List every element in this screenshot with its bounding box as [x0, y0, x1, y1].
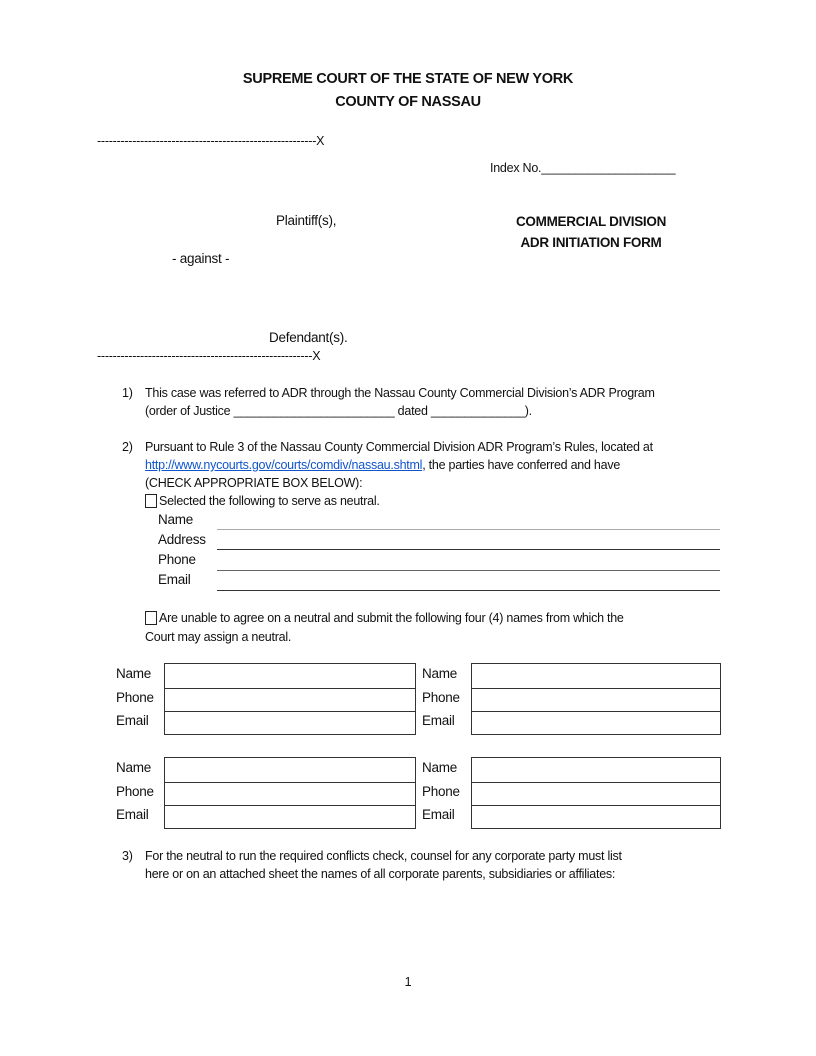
candidate-4-table — [471, 757, 721, 829]
candidate-4-name-field[interactable] — [472, 758, 720, 782]
item-3-text: For the neutral to run the required conflicts check, counsel for any corporate party must list — [145, 849, 622, 863]
candidate-3-phone-label: Phone — [116, 783, 154, 799]
against-label: - against - — [172, 251, 230, 266]
item-1-text: This case was referred to ADR through the Nassau County Commercial Division’s ADR Program — [145, 386, 655, 400]
candidate-4-name-label: Name — [422, 760, 458, 775]
candidate-2-email-label: Email — [422, 713, 455, 729]
form-title-2: ADR INITIATION FORM — [520, 235, 662, 250]
candidate-4-phone-field[interactable] — [472, 782, 720, 807]
candidate-3-phone-field[interactable] — [165, 782, 415, 807]
neutral-phone-label: Phone — [158, 552, 196, 567]
page-number: 1 — [404, 975, 412, 989]
candidate-2-table — [471, 663, 721, 735]
neutral-email-field[interactable] — [217, 590, 720, 591]
candidate-3-email-field[interactable] — [165, 805, 415, 830]
item-3-text-line2: here or on an attached sheet the names of all corporate parents, subsidiaries or affiliates: — [145, 867, 616, 881]
candidate-3-email-label: Email — [116, 807, 149, 823]
item-2-number: 2) — [122, 440, 133, 454]
candidate-1-email-label: Email — [116, 713, 149, 729]
candidate-2-phone-label: Phone — [422, 689, 460, 705]
candidate-1-table — [164, 663, 416, 735]
candidate-2-phone-field[interactable] — [472, 688, 720, 713]
caption-divider-top: --------------------------------------------------------X — [97, 134, 325, 148]
rules-link[interactable]: http://www.nycourts.gov/courts/comdiv/nassau.shtml — [145, 458, 423, 472]
candidate-4-phone-label: Phone — [422, 783, 460, 799]
candidate-3-name-label: Name — [116, 760, 152, 775]
neutral-phone-field[interactable] — [217, 570, 720, 571]
neutral-address-label: Address — [158, 532, 206, 547]
neutral-email-label: Email — [158, 572, 191, 587]
option-selected-label: Selected the following to serve as neutral. — [159, 494, 380, 508]
court-heading: SUPREME COURT OF THE STATE OF NEW YORK — [242, 71, 574, 87]
candidate-1-name-field[interactable] — [165, 664, 415, 688]
candidate-2-name-field[interactable] — [472, 664, 720, 688]
plaintiff-label: Plaintiff(s), — [276, 213, 337, 228]
candidate-4-email-field[interactable] — [472, 805, 720, 830]
neutral-name-label: Name — [158, 512, 194, 527]
candidate-1-name-label: Name — [116, 666, 152, 681]
option-unable-agree — [145, 610, 624, 626]
item-2-text-line2 — [145, 457, 620, 473]
item-1-order-line[interactable]: (order of Justice ________________________ dated ______________). — [145, 404, 532, 418]
candidate-1-phone-label: Phone — [116, 689, 154, 705]
caption-divider-bottom: -------------------------------------------------------X — [97, 349, 321, 363]
item-2-text: Pursuant to Rule 3 of the Nassau County Commercial Division ADR Program’s Rules, located at — [145, 440, 653, 454]
candidate-3-table — [164, 757, 416, 829]
neutral-name-field[interactable] — [217, 529, 720, 530]
defendant-label: Defendant(s). — [269, 330, 348, 345]
candidate-3-name-field[interactable] — [165, 758, 415, 782]
candidate-2-name-label: Name — [422, 666, 458, 681]
selected-neutral-checkbox[interactable] — [145, 494, 157, 508]
option-unable-label-line2: Court may assign a neutral. — [145, 630, 292, 644]
item-2-text-rest: , the parties have conferred and have — [422, 458, 621, 472]
item-2-instruction: (CHECK APPROPRIATE BOX BELOW): — [145, 476, 363, 490]
candidate-1-email-field[interactable] — [165, 711, 415, 736]
index-number-field[interactable]: Index No.____________________ — [490, 161, 676, 175]
option-selected-neutral — [145, 493, 380, 509]
county-heading: COUNTY OF NASSAU — [335, 94, 481, 110]
neutral-address-field[interactable] — [217, 549, 720, 550]
candidate-4-email-label: Email — [422, 807, 455, 823]
unable-agree-checkbox[interactable] — [145, 611, 157, 625]
item-1-number: 1) — [122, 386, 133, 400]
form-title-1: COMMERCIAL DIVISION — [515, 214, 667, 229]
option-unable-label: Are unable to agree on a neutral and submit the following four (4) names from which the — [159, 611, 624, 625]
candidate-1-phone-field[interactable] — [165, 688, 415, 713]
candidate-2-email-field[interactable] — [472, 711, 720, 736]
item-3-number: 3) — [122, 849, 133, 863]
